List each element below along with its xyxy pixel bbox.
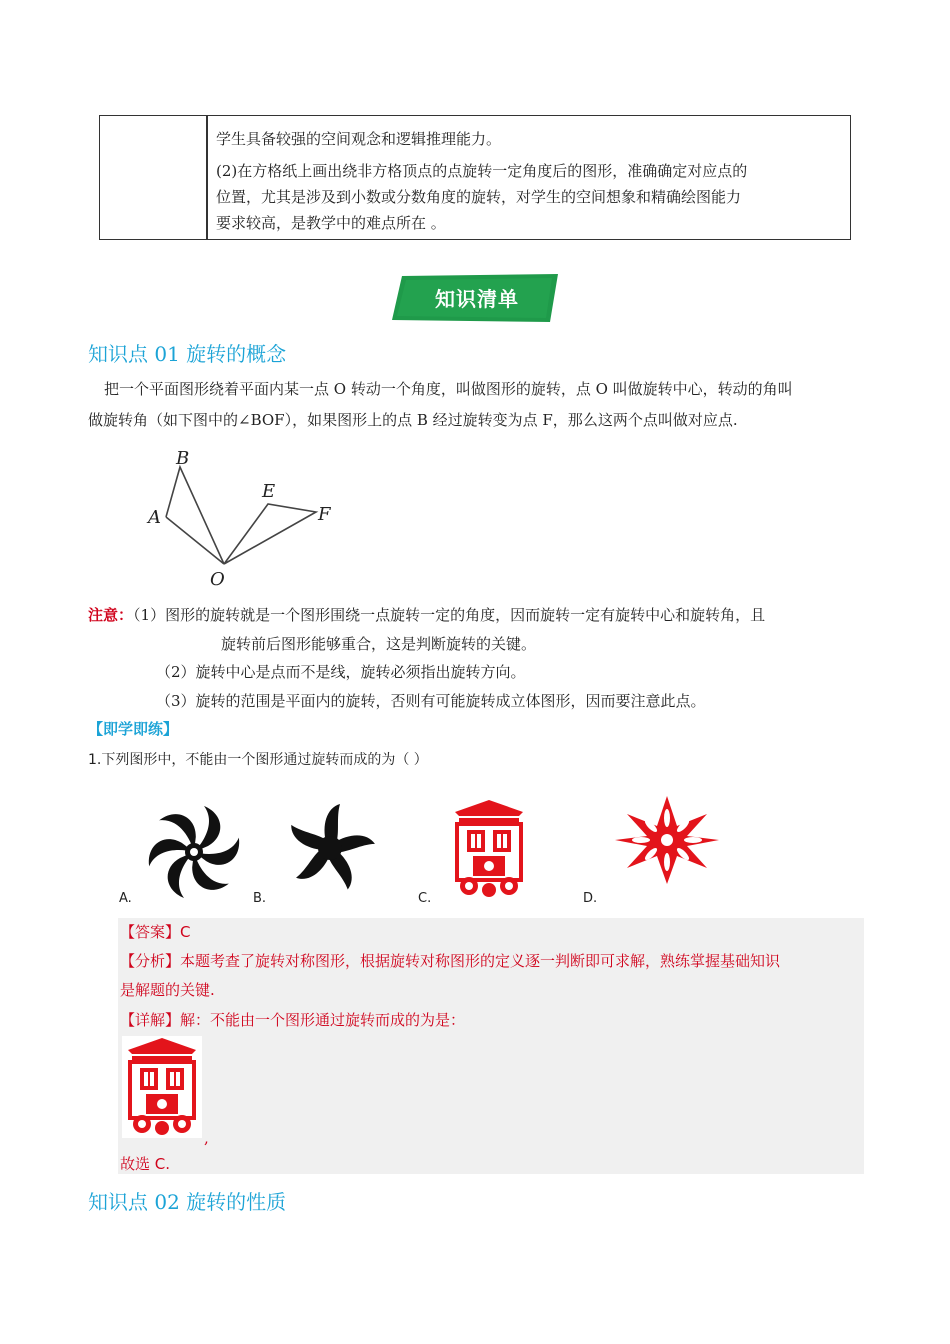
table-line-3: 位置，尤其是涉及到小数或分数角度的旋转，对学生的空间想象和精确绘图能力 (216, 188, 742, 206)
rotation-figure (140, 442, 340, 592)
option-b-label: B. (253, 891, 267, 906)
label-o: O (210, 569, 225, 590)
option-b-propeller-image (282, 800, 378, 896)
practice-label: 【即学即练】 (88, 720, 179, 738)
note-colon: ： (118, 606, 134, 624)
table-divider (206, 116, 208, 239)
triangle-aob (166, 467, 224, 564)
label-e: E (262, 481, 276, 502)
option-a-pinwheel-image (144, 802, 244, 902)
label-b: B (176, 448, 190, 469)
answer-line (120, 916, 191, 948)
note-line-1 (88, 599, 765, 631)
detail-label: 【详解】 (120, 1011, 181, 1029)
detail-line (120, 1004, 465, 1036)
note-item-1-line-1: （1）图形的旋转就是一个图形围绕一点旋转一定的角度，因而旋转一定有旋转中心和旋转角，且 (133, 606, 766, 624)
answer-value: C (180, 923, 191, 941)
triangle-oef (224, 504, 316, 564)
requirements-table (99, 115, 851, 240)
note-item-2: （2）旋转中心是点而不是线，旋转必须指出旋转方向。 (156, 663, 526, 681)
conclusion-line (120, 1148, 170, 1180)
analysis-text-1: 本题考查了旋转对称图形，根据旋转对称图形的定义逐一判断即可求解，熟练掌握基础知识 (180, 952, 781, 970)
note-item-1-line-2: 旋转前后图形能够重合，这是判断旋转的关键。 (221, 635, 537, 653)
option-a-label: A. (119, 891, 132, 906)
analysis-line-2: 是解题的关键. (120, 981, 215, 999)
section-1-para-line-1: 把一个平面图形绕着平面内某一点 O 转动一个角度，叫做图形的旋转，点 O 叫做旋转中心，转动的角叫 (104, 380, 793, 398)
table-line-1: 学生具备较强的空间观念和逻辑推理能力。 (216, 130, 502, 148)
label-a: A (148, 507, 161, 528)
option-c-label: C. (418, 891, 432, 906)
table-line-2: (2)在方格纸上画出绕非方格顶点的点旋转一定角度后的图形，准确确定对应点的 (216, 162, 748, 180)
option-c-papercut-image (449, 798, 529, 900)
note-item-3: （3）旋转的范围是平面内的旋转，否则有可能旋转成立体图形，因而要注意此点。 (156, 692, 706, 710)
answer-box (118, 918, 864, 1174)
note-label: 注意 (88, 606, 119, 624)
analysis-line-1 (120, 945, 780, 977)
question-1: 1.下列图形中，不能由一个图形通过旋转而成的为（ ） (88, 752, 428, 768)
banner-label: 知识清单 (435, 287, 519, 311)
analysis-label: 【分析】 (120, 952, 181, 970)
section-2-title: 知识点 02 旋转的性质 (88, 1190, 287, 1214)
conclusion-prefix: 故选 (120, 1155, 155, 1173)
detail-text: 解：不能由一个图形通过旋转而成的为是： (180, 1011, 466, 1029)
detail-comma: , (204, 1129, 209, 1147)
conclusion-value: C. (154, 1155, 171, 1173)
section-1-para-line-2: 做旋转角（如下图中的∠BOF），如果图形上的点 B 经过旋转变为点 F，那么这两个点叫做对应点. (88, 411, 738, 429)
section-1-title: 知识点 01 旋转的概念 (88, 342, 287, 366)
option-d-star-papercut-image (612, 795, 722, 885)
answer-label: 【答案】 (120, 923, 181, 941)
option-d-label: D. (583, 891, 598, 906)
label-f: F (318, 504, 331, 525)
knowledge-list-banner (392, 274, 562, 324)
answer-papercut-image (122, 1036, 202, 1138)
table-line-4: 要求较高，是教学中的难点所在 。 (216, 214, 446, 232)
